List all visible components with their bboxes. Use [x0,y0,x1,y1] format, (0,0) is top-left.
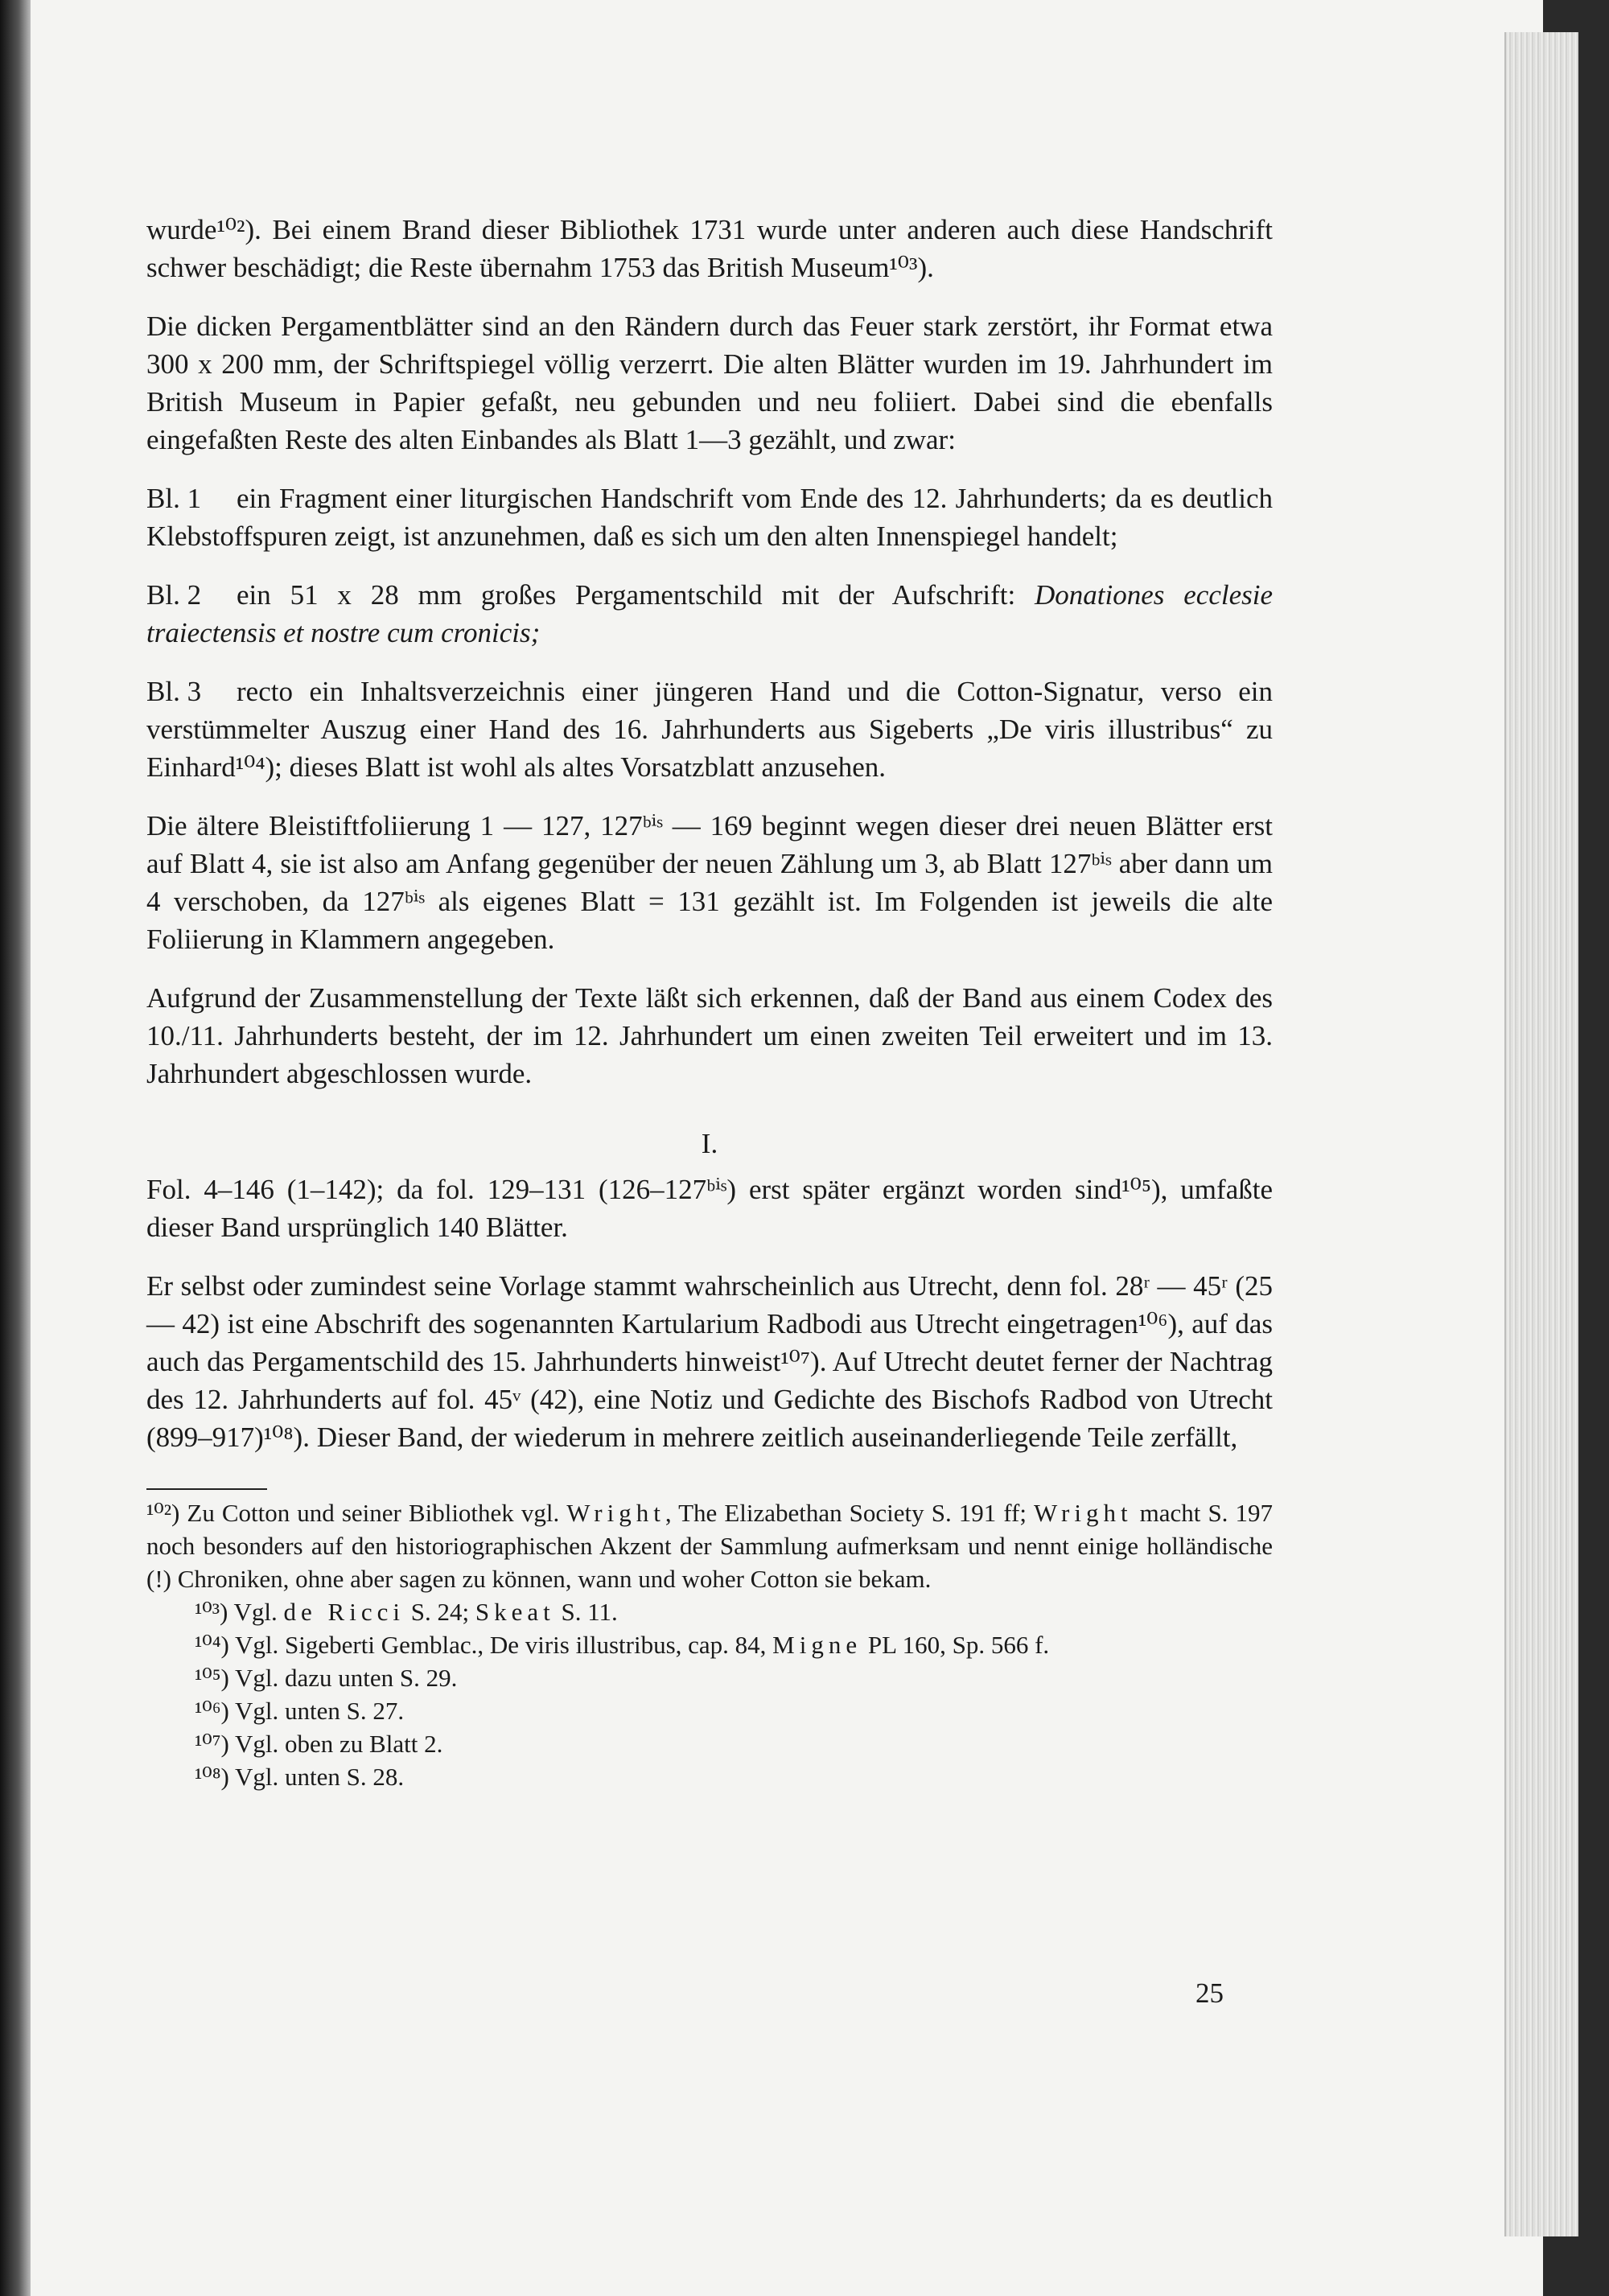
footnote-104-text: PL 160, Sp. 566 f. [862,1631,1050,1659]
footnote-108: ¹⁰⁸) Vgl. unten S. 28. [195,1763,405,1791]
footnote-103-text: ¹⁰³) Vgl. [195,1598,284,1626]
author-name: Wright [1034,1499,1133,1527]
author-name: de Ricci [283,1598,405,1626]
blatt-3-label: Bl. 3 [146,676,202,707]
binding-shadow [0,0,31,2296]
section-heading: I. [701,1128,718,1159]
paragraph-5: Fol. 4–146 (1–142); da fol. 129–131 (126–127ᵇⁱˢ) erst später ergänzt worden sind¹⁰⁵), umfaßte dieser Band ursprünglich 140 Blätter. [146,1174,1273,1243]
footnote-103-text: S. 11. [554,1598,618,1626]
footnote-103 [146,1595,1273,1628]
page-number: 25 [1195,1977,1224,2009]
author-name: Skeat [475,1598,555,1626]
paragraph-2: Die dicken Pergamentblätter sind an den Rändern durch das Feuer stark zerstört, ihr Format etwa 300 x 200 mm, der Schriftspiegel völlig verzerrt. Die alten Blätter wurden im 19. Jahrhundert im British Museum in Papier gefaßt, neu gebunden und neu foliiert. Dabei sind die ebenfalls eingefaßten Reste des alten Einbandes als Blatt 1—3 gezählt, und zwar: [146,311,1273,455]
paragraph-6: Er selbst oder zumindest seine Vorlage stammt wahrscheinlich aus Utrecht, denn fol. 28ʳ — 45ʳ (25 — 42) ist eine Abschrift des sogenannten Kartularium Radbodi aus Utrecht eingetragen¹⁰⁶), auf das auch das Pergamentschild des 15. Jahrhunderts hinweist¹⁰⁷). Auf Utrecht deutet ferner der Nachtrag des 12. Jahrhunderts auf fol. 45ᵛ (42), eine Notiz und Gedichte des Bischofs Radbod von Utrecht (899–917)¹⁰⁸). Dieser Band, der wiederum in mehrere zeitlich auseinanderliegende Teile zerfällt, [146,1270,1273,1453]
footnote-102-text: , The Elizabethan Society S. 191 ff; [665,1499,1035,1527]
blatt-1-label: Bl. 1 [146,483,202,514]
paragraph-1: wurde¹⁰²). Bei einem Brand dieser Bibliothek 1731 wurde unter anderen auch diese Handschrift schwer beschädigt; die Reste übernahm 1753 das British Museum¹⁰³). [146,214,1273,283]
blatt-3-text: recto ein Inhaltsverzeichnis einer jüngeren Hand und die Cotton-Signatur, verso ein verstümmelter Auszug einer Hand des 16. Jahrhunderts aus Sigeberts „De viris illustribus“ zu Einhard¹⁰⁴); dieses Blatt ist wohl als altes Vorsatzblatt anzusehen. [146,676,1273,783]
paragraph-4: Aufgrund der Zusammenstellung der Texte läßt sich erkennen, daß der Band aus einem Codex des 10./11. Jahrhunderts besteht, der im 12. Jahrhundert um einen zweiten Teil erweitert und im 13. Jahrhundert abgeschlossen wurde. [146,982,1273,1089]
blatt-2-label: Bl. 2 [146,579,202,611]
blatt-3-entry [146,673,1273,786]
footnote-104-text: ¹⁰⁴) Vgl. Sigeberti Gemblac., De viris illustribus, cap. 84, [195,1631,773,1659]
author-name: Wright [566,1499,665,1527]
page-body [146,211,1273,1793]
footnote-106: ¹⁰⁶) Vgl. unten S. 27. [195,1697,405,1725]
blatt-2-text: ein 51 x 28 mm großes Pergamentschild mit der Aufschrift: [237,579,1035,611]
footnote-103-text: S. 24; [404,1598,475,1626]
paragraph-3: Die ältere Bleistiftfoliierung 1 — 127, 127ᵇⁱˢ — 169 beginnt wegen dieser drei neuen Blätter erst auf Blatt 4, sie ist also am Anfang gegenüber der neuen Zählung um 3, ab Blatt 127ᵇⁱˢ aber dann um 4 verschoben, da 127ᵇⁱˢ als eigenes Blatt = 131 gezählt ist. Im Folgenden ist jeweils die alte Foliierung in Klammern angegeben. [146,810,1273,955]
blatt-2-entry [146,576,1273,652]
footnote-102 [146,1496,1273,1595]
author-name: Migne [772,1631,862,1659]
blatt-2-inscription: Donationes ecclesie traiectensis et nostre cum cronicis; [146,579,1273,648]
footnote-107: ¹⁰⁷) Vgl. oben zu Blatt 2. [195,1730,443,1758]
page-edges [1504,32,1578,2236]
footnote-divider [146,1488,267,1490]
footnote-104 [146,1628,1273,1661]
blatt-1-text: ein Fragment einer liturgischen Handschrift vom Ende des 12. Jahrhunderts; da es deutlich Klebstoffspuren zeigt, ist anzunehmen, daß es sich um den alten Innenspiegel handelt; [146,483,1273,552]
footnote-105: ¹⁰⁵) Vgl. dazu unten S. 29. [195,1664,458,1692]
footnote-102-text: macht S. 197 noch besonders auf den historiographischen Akzent der Sammlung aufmerksam und nennt einige holländische (!) Chroniken, ohne aber sagen zu können, wann und woher Cotton sie bekam. [146,1499,1273,1593]
footnotes [146,1496,1273,1793]
footnote-102-text: ¹⁰²) Zu Cotton und seiner Bibliothek vgl. [146,1499,567,1527]
blatt-1-entry [146,479,1273,555]
